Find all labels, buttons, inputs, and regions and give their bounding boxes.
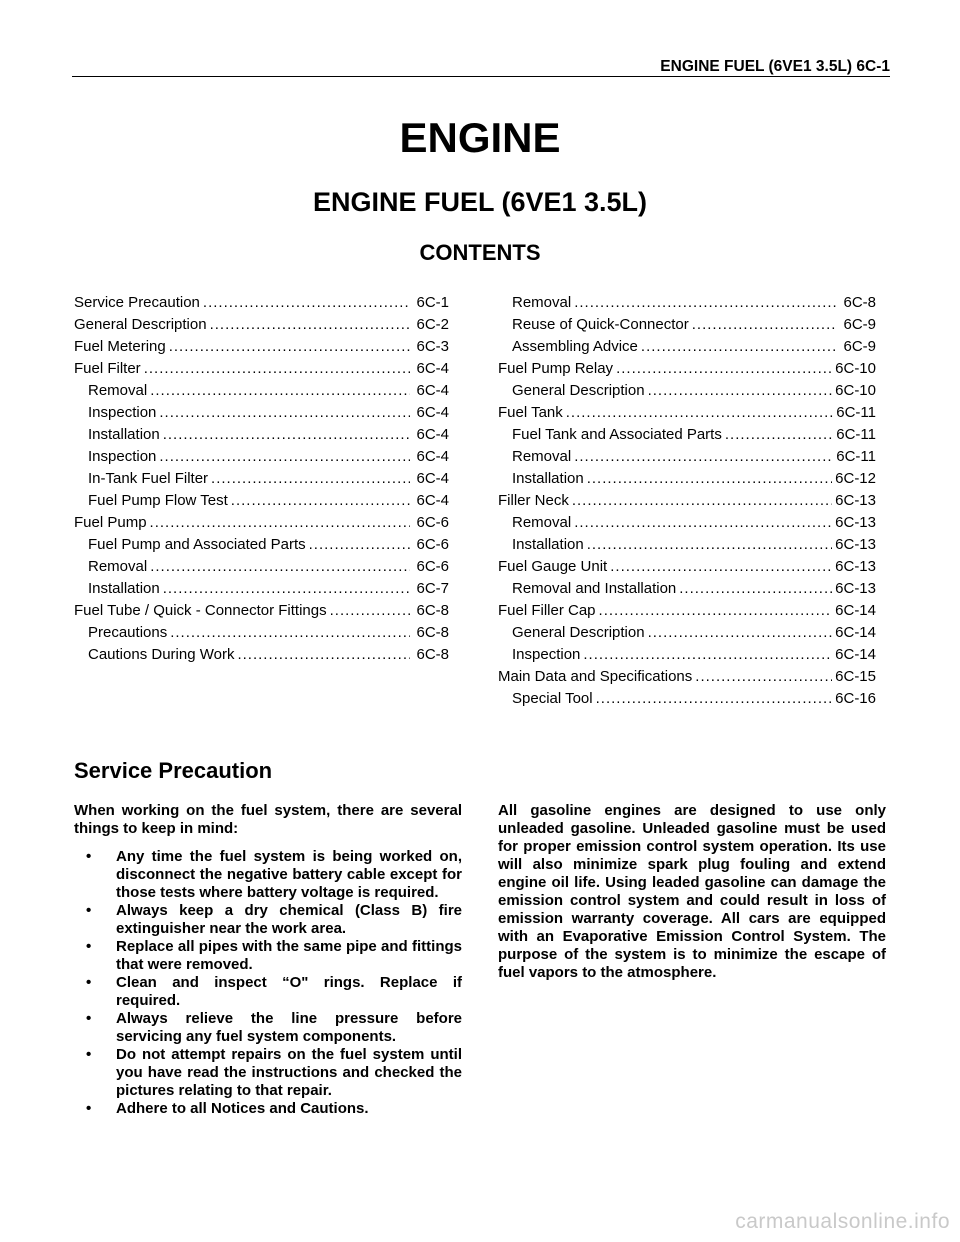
toc-leader-dots: [679, 580, 832, 597]
toc-leader-dots: [231, 492, 410, 509]
toc-entry: [498, 536, 876, 558]
toc-entry: [74, 646, 449, 668]
toc-entry-title: Removal: [512, 448, 572, 465]
list-item: • Any time the fuel system is being worked on, disconnect the negative battery cable except for those tests where battery voltage is required.: [86, 848, 462, 902]
toc-entry-title: Removal: [512, 514, 572, 531]
toc-leader-dots: [159, 404, 410, 421]
toc-leader-dots: [144, 360, 410, 377]
toc-entry-title: Removal and Installation: [512, 580, 677, 597]
toc-leader-dots: [159, 448, 410, 465]
toc-entry: [74, 602, 449, 624]
toc-leader-dots: [150, 382, 410, 399]
body-left-column: [74, 802, 462, 1118]
toc-entry-page: 6C-4: [416, 426, 449, 443]
toc-entry: [498, 338, 876, 360]
toc-entry: [74, 426, 449, 448]
toc-entry: [74, 558, 449, 580]
toc-entry-page: 6C-4: [416, 360, 449, 377]
toc-entry-page: 6C-11: [836, 404, 876, 421]
list-item: • Do not attempt repairs on the fuel system until you have read the instructions and checked the pictures relating to that repair.: [86, 1046, 462, 1100]
toc-entry-page: 6C-1: [416, 294, 449, 311]
toc-entry-page: 6C-6: [416, 536, 449, 553]
toc-entry-title: Reuse of Quick-Connector: [512, 316, 689, 333]
toc-leader-dots: [641, 338, 837, 355]
toc-entry: [498, 470, 876, 492]
toc-entry: [74, 492, 449, 514]
toc-entry: [74, 294, 449, 316]
toc-entry: [74, 580, 449, 602]
toc-entry-title: Fuel Tube / Quick - Connector Fittings: [74, 602, 327, 619]
toc-entry: [498, 448, 876, 470]
toc-entry-title: In-Tank Fuel Filter: [88, 470, 209, 487]
toc-entry-title: Installation: [512, 470, 584, 487]
toc-entry-title: Precautions: [88, 624, 168, 641]
toc-entry-title: Installation: [88, 580, 160, 597]
toc-leader-dots: [599, 602, 833, 619]
section-heading: Service Precaution: [74, 758, 273, 783]
toc-leader-dots: [170, 624, 410, 641]
toc-left-column: [74, 294, 449, 668]
toc-entry-page: 6C-4: [416, 448, 449, 465]
toc-entry: [498, 404, 876, 426]
list-item: • Always relieve the line pressure before servicing any fuel system components.: [86, 1010, 462, 1046]
toc-entry-page: 6C-13: [835, 492, 876, 509]
toc-entry-page: 6C-14: [835, 646, 876, 663]
toc-entry-title: Fuel Pump: [74, 514, 147, 531]
toc-leader-dots: [211, 470, 410, 487]
toc-entry: [498, 360, 876, 382]
running-header: ENGINE FUEL (6VE1 3.5L) 6C-1: [660, 58, 890, 75]
toc-entry-page: 6C-13: [835, 514, 876, 531]
toc-entry-title: General Description: [512, 382, 645, 399]
toc-entry-page: 6C-9: [843, 316, 876, 333]
toc-entry-title: Inspection: [512, 646, 581, 663]
toc-entry-page: 6C-4: [416, 382, 449, 399]
toc-entry-title: Fuel Metering: [74, 338, 166, 355]
toc-entry-page: 6C-16: [835, 690, 876, 707]
toc-entry-title: Fuel Tank: [498, 404, 563, 421]
toc-entry-page: 6C-10: [835, 382, 876, 399]
toc-entry: [498, 316, 876, 338]
toc-entry: [498, 426, 876, 448]
toc-entry-title: Removal: [512, 294, 572, 311]
toc-entry: [498, 646, 876, 668]
toc-entry-title: Fuel Pump Relay: [498, 360, 614, 377]
toc-entry-title: Installation: [512, 536, 584, 553]
toc-entry: [74, 360, 449, 382]
toc-entry: [498, 624, 876, 646]
toc-entry: [498, 558, 876, 580]
toc-leader-dots: [210, 316, 410, 333]
toc-entry-page: 6C-13: [835, 536, 876, 553]
toc-entry-title: Main Data and Specifications: [498, 668, 693, 685]
toc-leader-dots: [309, 536, 410, 553]
toc-entry-page: 6C-8: [843, 294, 876, 311]
toc-entry-title: Special Tool: [512, 690, 593, 707]
toc-entry: [74, 316, 449, 338]
toc-entry-title: Removal: [88, 558, 148, 575]
toc-entry-page: 6C-4: [416, 470, 449, 487]
toc-leader-dots: [150, 514, 410, 531]
toc-entry-page: 6C-14: [835, 624, 876, 641]
list-item: • Clean and inspect “O" rings. Replace if required.: [86, 974, 462, 1010]
precaution-list: [74, 848, 462, 1118]
toc-leader-dots: [648, 624, 833, 641]
toc-entry: [498, 580, 876, 602]
toc-leader-dots: [695, 668, 832, 685]
toc-leader-dots: [150, 558, 410, 575]
toc-entry: [498, 294, 876, 316]
toc-entry-title: Fuel Pump and Associated Parts: [88, 536, 306, 553]
toc-entry-page: 6C-11: [836, 448, 876, 465]
toc-leader-dots: [203, 294, 410, 311]
list-item: • Always keep a dry chemical (Class B) fire extinguisher near the work area.: [86, 902, 462, 938]
toc-entry-title: Inspection: [88, 448, 157, 465]
toc-leader-dots: [169, 338, 410, 355]
toc-entry-title: Assembling Advice: [512, 338, 638, 355]
toc-entry-title: Fuel Pump Flow Test: [88, 492, 228, 509]
gasoline-paragraph: All gasoline engines are designed to use only unleaded gasoline. Unleaded gasoline must be used for proper emission control system operation. Its use will also minimize spark plug fouling and extend engine oil life. Using leaded gasoline can damage the emission control system and could result in loss of emission warranty coverage. All cars are equipped with an Evaporative Emission Control System. The purpose of the system is to minimize the escape of fuel vapors to the atmosphere.: [498, 802, 886, 981]
watermark: carmanualsonline.info: [735, 1210, 950, 1233]
toc-leader-dots: [163, 580, 410, 597]
toc-entry: [498, 514, 876, 536]
toc-entry-title: Installation: [88, 426, 160, 443]
toc-entry: [74, 624, 449, 646]
toc-entry: [74, 338, 449, 360]
toc-entry: [74, 404, 449, 426]
toc-leader-dots: [574, 514, 832, 531]
toc-entry-page: 6C-2: [416, 316, 449, 333]
toc-entry-page: 6C-9: [843, 338, 876, 355]
list-item: • Adhere to all Notices and Cautions.: [86, 1100, 462, 1118]
toc-entry-page: 6C-8: [416, 646, 449, 663]
toc-leader-dots: [163, 426, 410, 443]
page-subtitle: ENGINE FUEL (6VE1 3.5L): [312, 187, 648, 217]
toc-entry-title: Fuel Filler Cap: [498, 602, 596, 619]
toc-entry-page: 6C-12: [835, 470, 876, 487]
toc-leader-dots: [648, 382, 833, 399]
toc-entry: [74, 514, 449, 536]
toc-entry: [74, 470, 449, 492]
toc-entry: [74, 536, 449, 558]
toc-entry-title: Fuel Tank and Associated Parts: [512, 426, 722, 443]
toc-entry: [498, 690, 876, 712]
toc-entry-page: 6C-3: [416, 338, 449, 355]
toc-entry-title: Fuel Filter: [74, 360, 141, 377]
toc-entry-page: 6C-4: [416, 404, 449, 421]
toc-entry-page: 6C-7: [416, 580, 449, 597]
body-right-column: [498, 802, 886, 982]
toc-entry: [498, 668, 876, 690]
toc-leader-dots: [330, 602, 410, 619]
toc-entry-page: 6C-15: [835, 668, 876, 685]
contents-heading: CONTENTS: [419, 240, 541, 265]
toc-leader-dots: [587, 470, 832, 487]
toc-entry-title: Inspection: [88, 404, 157, 421]
toc-leader-dots: [572, 492, 832, 509]
toc-entry-title: Service Precaution: [74, 294, 200, 311]
toc-entry: [74, 448, 449, 470]
toc-entry-page: 6C-8: [416, 602, 449, 619]
toc-entry-page: 6C-8: [416, 624, 449, 641]
toc-entry-page: 6C-13: [835, 580, 876, 597]
toc-entry-page: 6C-6: [416, 558, 449, 575]
toc-entry-title: Removal: [88, 382, 148, 399]
header-rule: [72, 76, 890, 77]
toc-entry: [74, 382, 449, 404]
list-item: • Replace all pipes with the same pipe and fittings that were removed.: [86, 938, 462, 974]
toc-leader-dots: [610, 558, 832, 575]
toc-entry: [498, 492, 876, 514]
toc-right-column: [498, 294, 876, 712]
toc-entry-title: Cautions During Work: [88, 646, 235, 663]
toc-leader-dots: [596, 690, 833, 707]
toc-entry: [498, 602, 876, 624]
toc-leader-dots: [692, 316, 837, 333]
toc-entry: [498, 382, 876, 404]
toc-entry-title: Fuel Gauge Unit: [498, 558, 608, 575]
toc-entry-page: 6C-13: [835, 558, 876, 575]
toc-leader-dots: [574, 448, 833, 465]
toc-leader-dots: [587, 536, 832, 553]
toc-entry-page: 6C-6: [416, 514, 449, 531]
toc-leader-dots: [574, 294, 837, 311]
toc-leader-dots: [725, 426, 833, 443]
toc-entry-page: 6C-10: [835, 360, 876, 377]
toc-leader-dots: [616, 360, 832, 377]
toc-leader-dots: [237, 646, 410, 663]
toc-entry-title: General Description: [512, 624, 645, 641]
intro-paragraph: When working on the fuel system, there are several things to keep in mind:: [74, 802, 462, 837]
toc-leader-dots: [583, 646, 832, 663]
page-title: ENGINE: [399, 114, 561, 161]
toc-entry-page: 6C-4: [416, 492, 449, 509]
toc-entry-title: Filler Neck: [498, 492, 569, 509]
toc-leader-dots: [566, 404, 833, 421]
toc-entry-page: 6C-14: [835, 602, 876, 619]
toc-entry-page: 6C-11: [836, 426, 876, 443]
toc-entry-title: General Description: [74, 316, 207, 333]
